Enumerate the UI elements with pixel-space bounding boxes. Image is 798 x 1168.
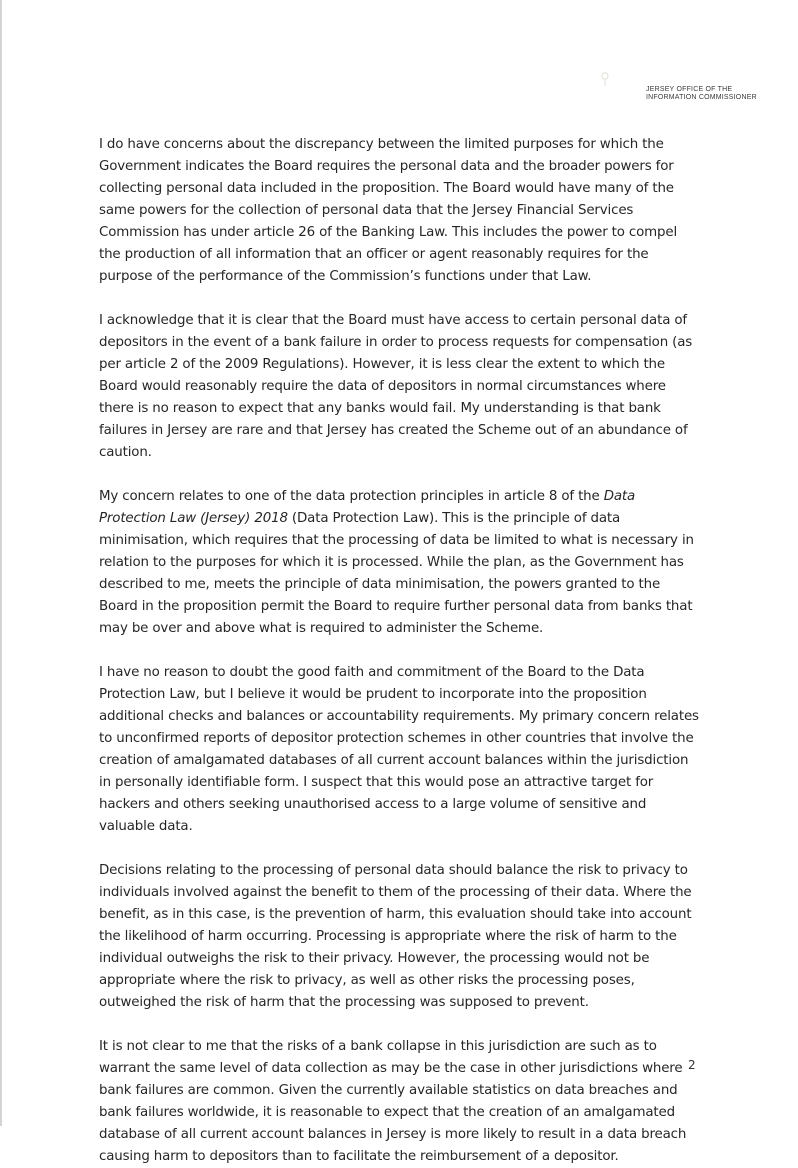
office-logo-icon <box>600 72 610 88</box>
page-number: 2 <box>688 1058 696 1072</box>
page-left-edge <box>0 0 2 1126</box>
law-title: Data Protection Law (Jersey) 2018 <box>99 489 636 526</box>
letterhead-line-1: JERSEY OFFICE OF THE <box>646 86 733 93</box>
letterhead-line-2: INFORMATION COMMISSIONER <box>646 94 757 101</box>
letter-body <box>99 134 699 1168</box>
paragraph-4: I have no reason to doubt the good faith and commitment of the Board to the Data Protection Law, but I believe it would be prudent to incorporate into the proposition additional checks and balances or accountability requirements. My primary concern relates to unconfirmed reports of depositor protection schemes in other countries that involve the creation of amalgamated databases of all current account balances within the jurisdiction in personally identifiable form. I suspect that this would pose an attractive target for hackers and others seeking unauthorised access to a large volume of sensitive and valuable data. <box>99 665 699 834</box>
paragraph-2: I acknowledge that it is clear that the Board must have access to certain personal data of depositors in the event of a bank failure in order to process requests for compensation (as per article 2 of the 2009 Regulations). However, it is less clear the extent to which the Board would reasonably require the data of depositors in normal circumstances where there is no reason to expect that any banks would fail. My understanding is that bank failures in Jersey are rare and that Jersey has created the Scheme out of an abundance of caution. <box>99 313 693 460</box>
letterhead <box>646 86 757 102</box>
paragraph-6: It is not clear to me that the risks of a bank collapse in this jurisdiction are such as to warrant the same level of data collection as may be the case in other jurisdictions where bank failures are common. Given the currently available statistics on data breaches and bank failures worldwide, it is reasonable to expect that the creation of an amalgamated database of all current account balances in Jersey is more likely to result in a data breach causing harm to depositors than to facilitate the reimbursement of a depositor. <box>99 1039 687 1164</box>
paragraph-5: Decisions relating to the processing of personal data should balance the risk to privacy to individuals involved against the benefit to them of the processing of their data. Where the benefit, as in this case, is the prevention of harm, this evaluation should take into account the likelihood of harm occurring. Processing is appropriate where the risk of harm to the individual outweighs the risk to their privacy. However, the processing would not be appropriate where the risk to privacy, as well as other risks the processing poses, outweighed the risk of harm that the processing was supposed to prevent. <box>99 863 692 1010</box>
paragraph-3-text-before: My concern relates to one of the data protection principles in article 8 of the <box>99 489 604 504</box>
paragraph-1: I do have concerns about the discrepancy between the limited purposes for which the Government indicates the Board requires the personal data and the broader powers for collecting personal data included in the proposition. The Board would have many of the same powers for the collection of personal data that the Jersey Financial Services Commission has under article 26 of the Banking Law. This includes the power to compel the production of all information that an officer or agent reasonably requires for the purpose of the performance of the Commission’s functions under that Law. <box>99 137 678 284</box>
paragraph-3-text-after: (Data Protection Law). This is the principle of data minimisation, which requires that the processing of data be limited to what is necessary in relation to the purposes for which it is processed. While the plan, as the Government has described to me, meets the principle of data minimisation, the powers granted to the Board in the proposition permit the Board to require further personal data from banks that may be over and above what is required to administer the Scheme. <box>99 511 694 636</box>
paragraph-3 <box>99 486 699 640</box>
